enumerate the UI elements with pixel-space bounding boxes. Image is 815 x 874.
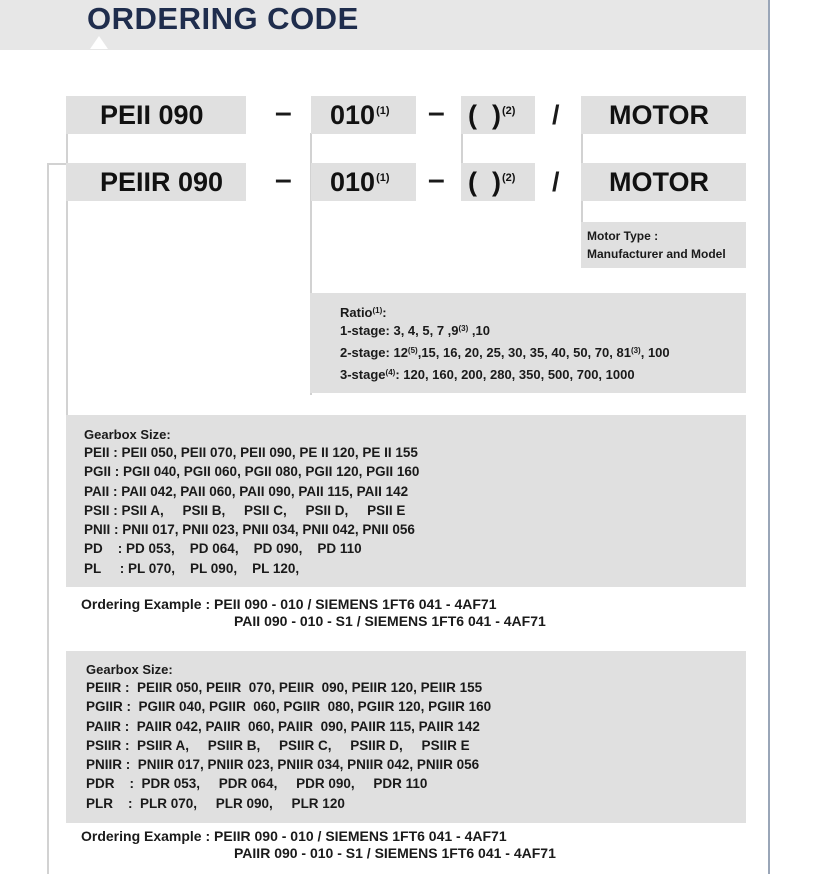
ratio-stage-1: 1-stage: 3, 4, 5, 7 ,9$^{(3)}$ ,10 [340,323,490,338]
example-label: Ordering Example : [81,828,215,844]
motor-type-label: Motor Type : [587,229,659,243]
list-item: PEII : PEII 050, PEII 070, PEII 090, PE II 120, PE II 155 [84,445,418,460]
separator-slash: / [552,100,560,130]
footnote-marker: (1) [376,105,390,117]
example-line: PAIIR 090 - 010 - S1 / SIEMENS 1FT6 041 - 4AF71 [234,845,556,861]
footnote-marker: (2) [502,172,516,184]
list-item: PSII : PSII A, PSII B, PSII C, PSII D, PSII E [84,502,406,518]
list-item: PAIIR : PAIIR 042, PAIIR 060, PAIIR 090, PAIIR 115, PAIIR 142 [86,718,480,734]
connector-line-inner [66,96,68,416]
list-item: PGII : PGII 040, PGII 060, PGII 080, PGII 120, PGII 160 [84,464,420,480]
footnote-marker: (2) [502,105,516,117]
ratio-code: 010$^{(1)}$ [330,100,390,130]
gearbox-heading: Gearbox Size: [86,662,173,677]
header-pointer [90,36,108,49]
model-code: PEIIR 090 [100,167,224,197]
list-item: PGIIR : PGIIR 040, PGIIR 060, PGIIR 080, PGIIR 120, PGIIR 160 [86,699,492,715]
connector-line-outer-top [47,163,67,165]
separator-slash: / [552,167,560,197]
ratio-stage-3: 3-stage$^{(4)}$: 120, 160, 200, 280, 350, 500, 700, 1000 [340,367,635,382]
right-border [768,0,770,874]
example-label: Ordering Example : [81,596,215,612]
option-code: ( )$^{(2)}$ [468,167,516,197]
list-item: PDR : PDR 053, PDR 064, PDR 090, PDR 110 [86,776,428,792]
ratio-title: Ratio$^{(1)}$: [340,305,387,320]
separator-dash: – [275,96,292,129]
footnote-marker: (1) [376,172,390,184]
example-line: PEII 090 - 010 / SIEMENS 1FT6 041 - 4AF71 [214,596,497,612]
option-code: ( )$^{(2)}$ [468,100,516,130]
gearbox-heading: Gearbox Size: [84,427,171,442]
example-line: PAII 090 - 010 - S1 / SIEMENS 1FT6 041 - 4AF71 [234,613,546,629]
list-item: PSIIR : PSIIR A, PSIIR B, PSIIR C, PSIIR D, PSIIR E [86,737,470,753]
list-item: PAII : PAII 042, PAII 060, PAII 090, PAII 115, PAII 142 [84,483,409,499]
separator-dash: – [428,163,445,196]
ratio-code: 010$^{(1)}$ [330,167,390,197]
separator-dash: – [428,96,445,129]
example-line: PEIIR 090 - 010 / SIEMENS 1FT6 041 - 4AF71 [214,828,507,844]
list-item: PD : PD 053, PD 064, PD 090, PD 110 [84,541,362,557]
list-item: PL : PL 070, PL 090, PL 120, [84,560,300,576]
gearbox-list-2 [86,678,491,813]
motor-code: MOTOR [609,167,709,197]
connector-line-outer [47,163,49,874]
ordering-example-2 [81,828,507,845]
motor-code: MOTOR [609,100,709,130]
model-code: PEII 090 [100,100,204,130]
separator-dash: – [275,163,292,196]
ratio-stage-2: 2-stage: 12$^{(5)}$,15, 16, 20, 25, 30, 35, 40, 50, 70, 81$^{(3)}$, 100 [340,345,670,360]
list-item: PNII : PNII 017, PNII 023, PNII 034, PNII 042, PNII 056 [84,522,415,538]
ordering-example-1 [81,596,497,613]
connector-line-paren [461,133,463,163]
list-item: PNIIR : PNIIR 017, PNIIR 023, PNIIR 034, PNIIR 042, PNIIR 056 [86,757,480,773]
gearbox-list-1 [84,443,419,578]
list-item: PEIIR : PEIIR 050, PEIIR 070, PEIIR 090, PEIIR 120, PEIIR 155 [86,680,483,695]
page-title: ORDERING CODE [87,1,359,36]
list-item: PLR : PLR 070, PLR 090, PLR 120 [86,795,345,811]
motor-type-description: Manufacturer and Model [587,247,726,261]
